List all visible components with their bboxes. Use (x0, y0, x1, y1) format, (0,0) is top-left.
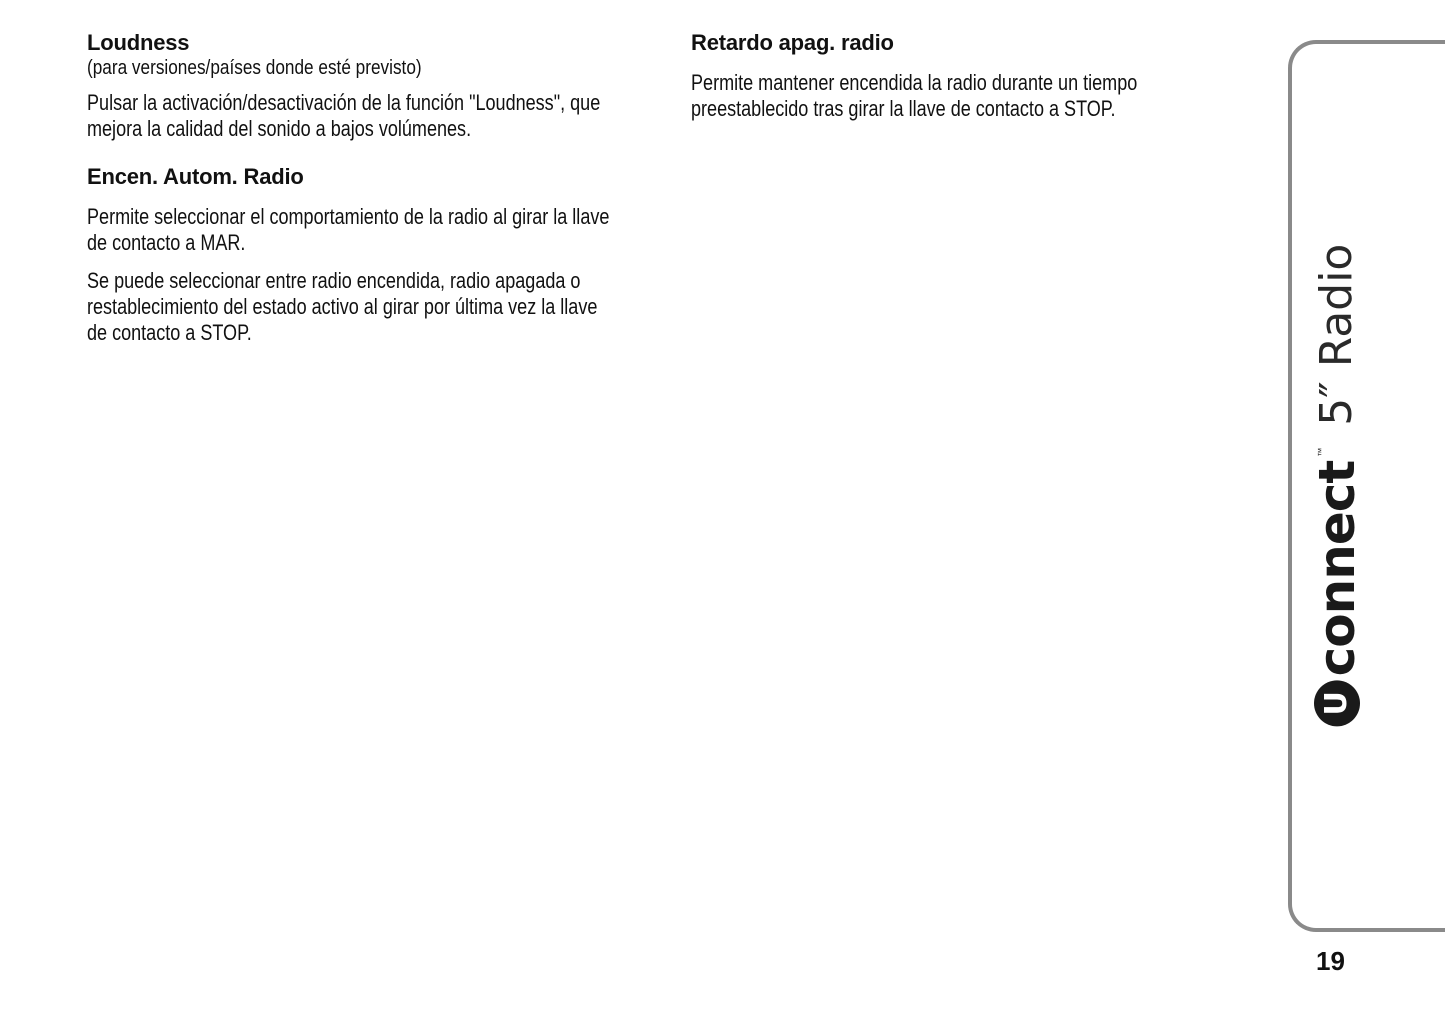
uconnect-logo-word: connect (1308, 460, 1366, 677)
right-column (691, 30, 1231, 144)
chapter-label: 5″ Radio (1311, 243, 1362, 426)
off-delay-heading: Retardo apag. radio (691, 30, 894, 55)
off-delay-section (691, 30, 1231, 122)
off-delay-text: Permite mantener encendida la radio durante un tiempo preestablecido tras girar la llave de contacto a STOP. (691, 70, 1138, 121)
loudness-heading: Loudness (87, 30, 190, 55)
loudness-note: (para versiones/países donde esté previsto) (87, 57, 422, 79)
auto-on-text-2: Se puede seleccionar entre radio encendida, radio apagada o restablecimiento del estado activo al girar por última vez la llave de contacto a STOP. (87, 268, 598, 345)
left-column (87, 30, 677, 368)
auto-on-text-1: Permite seleccionar el comportamiento de la radio al girar la llave de contacto a MAR. (87, 204, 610, 255)
auto-on-heading: Encen. Autom. Radio (87, 164, 304, 189)
page-number: 19 (1316, 946, 1345, 976)
loudness-section (87, 30, 677, 142)
loudness-text: Pulsar la activación/desactivación de la función "Loudness", que mejora la calidad del sonido a bajos volúmenes. (87, 90, 601, 141)
chapter-tab-title (1308, 243, 1366, 727)
uconnect-logo-icon: U (1314, 680, 1360, 726)
auto-on-section (87, 164, 677, 346)
trademark-symbol: ™ (1316, 447, 1326, 457)
